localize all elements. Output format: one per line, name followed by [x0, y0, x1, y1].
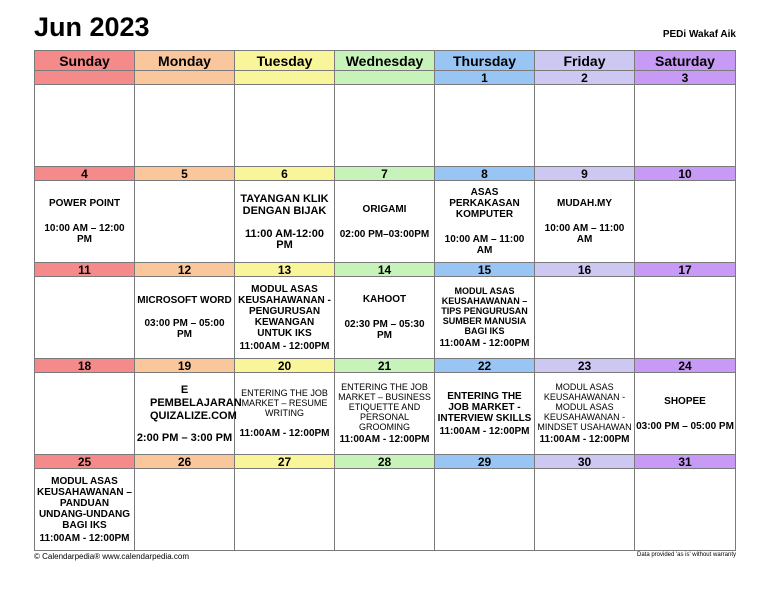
day-number: 7 — [335, 167, 435, 181]
footer-disclaimer: Data provided 'as is' without warranty — [636, 552, 736, 558]
day-number — [335, 71, 435, 85]
day-cell — [335, 373, 435, 455]
day-number: 2 — [535, 71, 635, 85]
day-cell — [335, 85, 435, 167]
week-2-cells — [35, 181, 736, 263]
event-time: 11:00AM - 12:00PM — [439, 425, 530, 437]
event-time: 11:00AM - 12:00PM — [339, 434, 430, 445]
day-cell — [235, 85, 335, 167]
weekday-header-sunday: Sunday — [35, 51, 135, 71]
week-3-cells — [35, 277, 736, 359]
day-number: 14 — [335, 263, 435, 277]
day-cell — [135, 373, 242, 455]
day-number: 29 — [435, 455, 535, 469]
day-number — [35, 71, 135, 85]
event-title: POWER POINT — [48, 198, 121, 209]
day-cell — [635, 85, 736, 167]
event-time: 11:00AM - 12:00PM — [239, 428, 330, 439]
day-cell — [35, 469, 135, 551]
day-cell — [435, 181, 535, 263]
week-4-day-numbers — [35, 359, 736, 373]
day-cell — [135, 85, 235, 167]
day-cell — [435, 85, 535, 167]
day-cell — [335, 277, 435, 359]
day-number: 20 — [235, 359, 335, 373]
day-number: 22 — [435, 359, 535, 373]
day-number: 26 — [135, 455, 235, 469]
day-cell — [535, 181, 635, 263]
weekday-header-row — [35, 51, 736, 71]
day-cell — [135, 181, 235, 263]
day-cell — [35, 373, 135, 455]
week-5-cells — [35, 469, 736, 551]
weekday-header-thursday: Thursday — [435, 51, 535, 71]
day-number: 6 — [235, 167, 335, 181]
event-time: 11:00AM - 12:00PM — [539, 434, 630, 445]
event-title: MODUL ASAS KEUSAHAWANAN – PANDUAN UNDANG-UNDANG BAGI IKS — [36, 475, 132, 531]
event-title: ASAS PERKAKASAN KOMPUTER — [449, 187, 520, 220]
day-cell — [635, 373, 736, 455]
day-cell — [535, 85, 635, 167]
day-cell — [535, 469, 635, 551]
event-time: 02:30 PM – 05:30 PM — [344, 319, 425, 341]
week-5-day-numbers — [35, 455, 736, 469]
day-cell — [35, 181, 135, 263]
event-title: MUDAH.MY — [557, 198, 612, 209]
day-cell — [635, 181, 736, 263]
day-cell — [135, 277, 235, 359]
week-3-day-numbers — [35, 263, 736, 277]
weekday-header-wednesday: Wednesday — [335, 51, 435, 71]
week-1-cells — [35, 85, 736, 167]
event-title: MODUL ASAS KEUSAHAWANAN - PENGURUSAN KEWANGAN UNTUK IKS — [238, 283, 331, 339]
day-number: 27 — [235, 455, 335, 469]
event-time: 03:00 PM – 05:00 PM — [636, 420, 734, 432]
day-number: 11 — [35, 263, 135, 277]
event-title: MODUL ASAS KEUSAHAWANAN – TIPS PENGURUSAN SUMBER MANUSIA BAGI IKS — [441, 286, 528, 336]
day-cell — [635, 277, 736, 359]
event-title: ORIGAMI — [362, 203, 407, 215]
event-time: 11:00AM - 12:00PM — [239, 340, 330, 352]
day-cell — [135, 469, 235, 551]
event-title: KAHOOT — [362, 294, 407, 305]
day-cell — [235, 469, 335, 551]
event-time: 10:00 AM – 11:00 AM — [544, 223, 625, 245]
calendar-grid — [34, 50, 736, 551]
weekday-header-friday: Friday — [535, 51, 635, 71]
day-number: 16 — [535, 263, 635, 277]
organization-name: PEDi Wakaf Aik — [662, 29, 736, 40]
day-cell — [535, 373, 635, 455]
day-cell — [435, 469, 535, 551]
event-title: SHOPEE — [664, 395, 706, 407]
day-number: 12 — [135, 263, 235, 277]
event-title: ENTERING THE JOB MARKET - INTERVIEW SKILLS — [437, 390, 532, 424]
day-cell — [535, 277, 635, 359]
day-cell — [435, 277, 535, 359]
week-1-day-numbers — [35, 71, 736, 85]
event-time: 10:00 AM – 12:00 PM — [44, 223, 125, 245]
day-number: 24 — [635, 359, 736, 373]
week-2-day-numbers — [35, 167, 736, 181]
event-time: 02:00 PM–03:00PM — [339, 228, 430, 240]
day-number: 8 — [435, 167, 535, 181]
day-number: 17 — [635, 263, 736, 277]
event-time: 10:00 AM – 11:00 AM — [444, 234, 525, 256]
event-title: TAYANGAN KLIK DENGAN BIJAK — [240, 192, 329, 217]
day-number: 23 — [535, 359, 635, 373]
day-number: 5 — [135, 167, 235, 181]
day-number: 31 — [635, 455, 736, 469]
day-number: 25 — [35, 455, 135, 469]
day-cell — [635, 469, 736, 551]
day-number: 3 — [635, 71, 736, 85]
event-time: 11:00AM - 12:00PM — [39, 532, 130, 544]
day-cell — [35, 85, 135, 167]
weekday-header-monday: Monday — [135, 51, 235, 71]
event-time: 11:00AM - 12:00PM — [439, 338, 530, 349]
day-number: 19 — [135, 359, 235, 373]
day-cell — [235, 373, 335, 455]
day-number: 9 — [535, 167, 635, 181]
footer-copyright: © Calendarpedia® www.calendarpedia.com — [34, 552, 189, 561]
event-title: ENTERING THE JOB MARKET – BUSINESS ETIQUETTE AND PERSONAL GROOMING — [338, 382, 431, 432]
day-number: 10 — [635, 167, 736, 181]
day-number: 30 — [535, 455, 635, 469]
day-cell — [335, 469, 435, 551]
weekday-header-saturday: Saturday — [635, 51, 736, 71]
event-title: MICROSOFT WORD — [137, 295, 232, 306]
day-number: 18 — [35, 359, 135, 373]
event-title: ENTERING THE JOB MARKET – RESUME WRITING — [241, 388, 328, 418]
day-number: 15 — [435, 263, 535, 277]
week-4-cells — [35, 373, 736, 455]
day-number: 1 — [435, 71, 535, 85]
day-cell — [35, 277, 135, 359]
day-number: 13 — [235, 263, 335, 277]
event-title: E PEMBELAJARAN QUIZALIZE.COM — [150, 383, 242, 422]
event-time: 11:00 AM-12:00 PM — [244, 227, 325, 251]
day-number: 28 — [335, 455, 435, 469]
event-time: 03:00 PM – 05:00 PM — [144, 318, 225, 340]
day-cell — [435, 373, 535, 455]
day-cell — [335, 181, 435, 263]
event-time: 2:00 PM – 3:00 PM — [136, 431, 233, 444]
day-number — [135, 71, 235, 85]
day-cell — [235, 277, 335, 359]
event-title: MODUL ASAS KEUSAHAWANAN - MODUL ASAS KEUSAHAWANAN - MINDSET USAHAWAN — [537, 382, 632, 432]
weekday-header-tuesday: Tuesday — [235, 51, 335, 71]
page-title: Jun 2023 — [34, 12, 150, 42]
day-cell — [235, 181, 335, 263]
day-number — [235, 71, 335, 85]
day-number: 4 — [35, 167, 135, 181]
day-number: 21 — [335, 359, 435, 373]
